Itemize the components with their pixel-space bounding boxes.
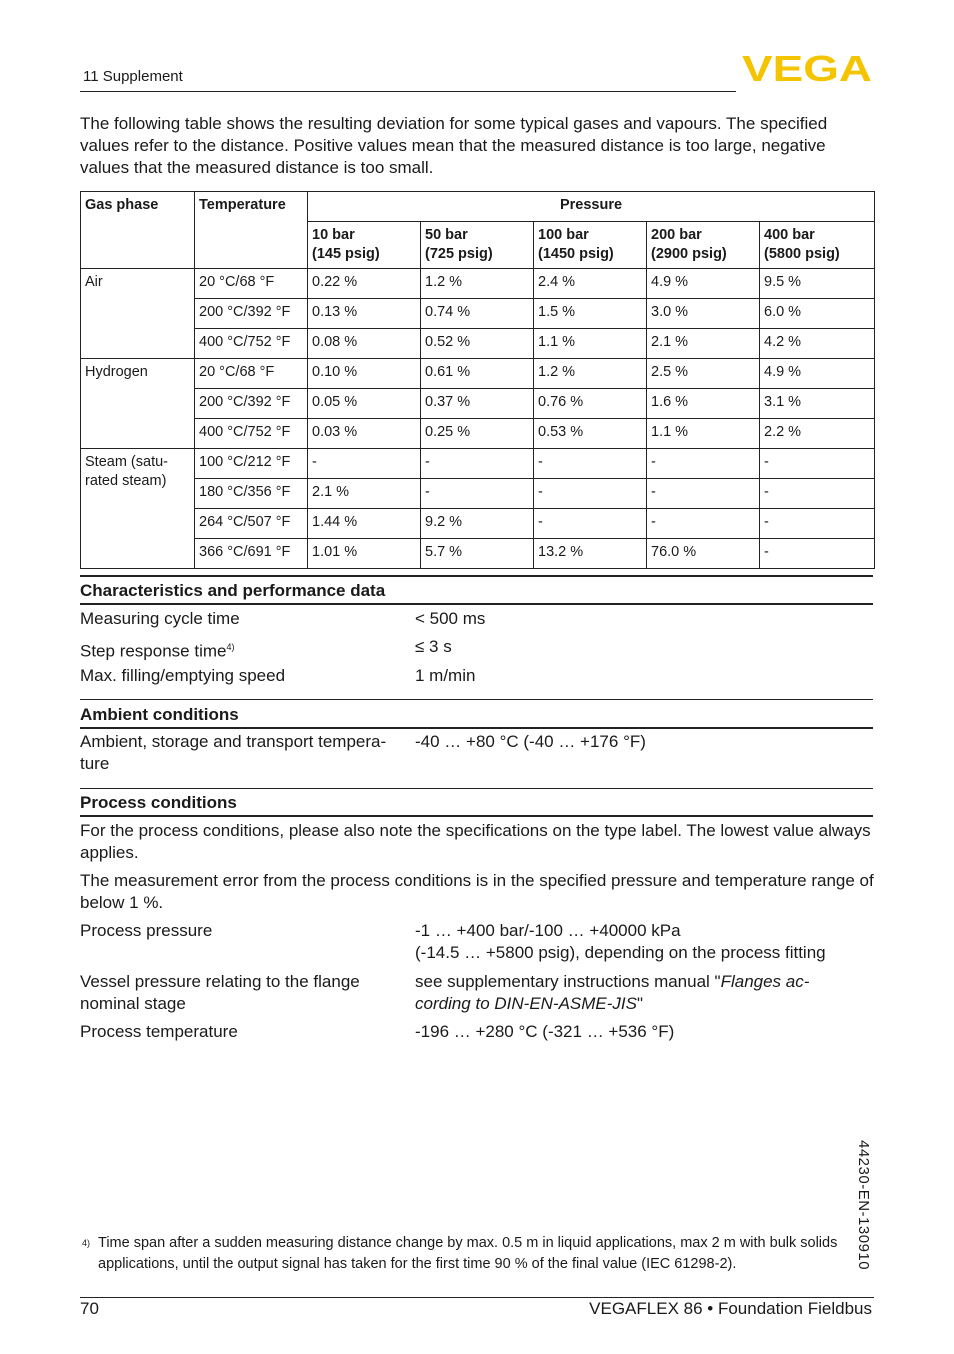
process-heading: Process conditions — [80, 793, 873, 817]
pressure-line: (1450 psig) — [538, 246, 614, 262]
pressure-line: 400 bar — [764, 227, 815, 243]
pressure-line: 200 bar — [651, 227, 702, 243]
pressure-line: (145 psig) — [312, 246, 380, 262]
deviation-cell: 1.44 % — [308, 509, 421, 539]
pressure-line: 50 bar — [425, 227, 468, 243]
deviation-cell: 0.74 % — [421, 299, 534, 329]
table-row — [81, 329, 875, 359]
vessel-suffix: " — [637, 994, 644, 1013]
deviation-cell: - — [647, 449, 760, 479]
deviation-cell: - — [534, 479, 647, 509]
deviation-cell: 0.37 % — [421, 389, 534, 419]
deviation-cell: 2.1 % — [308, 479, 421, 509]
section-top-rule — [80, 788, 873, 789]
temperature-cell: 20 °C/68 °F — [195, 269, 308, 299]
deviation-cell: 2.2 % — [760, 419, 875, 449]
deviation-cell: - — [421, 449, 534, 479]
deviation-cell: 1.01 % — [308, 539, 421, 569]
deviation-cell: 4.9 % — [760, 359, 875, 389]
document-code: 44230-EN-130910 — [855, 1140, 872, 1271]
deviation-cell: - — [760, 449, 875, 479]
vega-logo — [742, 53, 872, 83]
header-pressure-3 — [647, 222, 760, 269]
deviation-cell: 0.25 % — [421, 419, 534, 449]
temperature-cell: 400 °C/752 °F — [195, 329, 308, 359]
table-row — [81, 419, 875, 449]
footnote-ref: 4) — [226, 642, 235, 652]
deviation-cell: - — [534, 449, 647, 479]
deviation-cell: - — [647, 509, 760, 539]
pressure-line: (5800 psig) — [764, 246, 840, 262]
header-pressure-1 — [421, 222, 534, 269]
temperature-cell: 366 °C/691 °F — [195, 539, 308, 569]
intro-paragraph: The following table shows the resulting deviation for some typical gases and vapours. The specified values refer to the distance. Positive values mean that the measured distance is too large, negative values that the measured distance is too small. — [80, 114, 828, 177]
deviation-cell: 2.4 % — [534, 269, 647, 299]
deviation-cell: 3.1 % — [760, 389, 875, 419]
table-row — [81, 299, 875, 329]
deviation-cell: 4.2 % — [760, 329, 875, 359]
header-divider — [80, 91, 736, 92]
vessel-manual-title: Flanges ac- cording to DIN-EN-ASME-JIS — [415, 972, 810, 1013]
process-temp-label: Process temperature — [80, 1022, 238, 1041]
deviation-cell: 0.10 % — [308, 359, 421, 389]
ambient-temp-value: -40 … +80 °C (-40 … +176 °F) — [415, 732, 646, 751]
temperature-cell: 200 °C/392 °F — [195, 389, 308, 419]
deviation-cell: 1.2 % — [421, 269, 534, 299]
header-pressure-0 — [308, 222, 421, 269]
deviation-cell: 2.5 % — [647, 359, 760, 389]
header-pressure: Pressure — [308, 192, 875, 222]
deviation-cell: 9.5 % — [760, 269, 875, 299]
deviation-table — [80, 191, 875, 569]
deviation-cell: 1.2 % — [534, 359, 647, 389]
deviation-cell: 1.5 % — [534, 299, 647, 329]
section-label: 11 Supplement — [83, 68, 183, 85]
deviation-cell: 76.0 % — [647, 539, 760, 569]
table-row — [81, 449, 875, 479]
footer-title: VEGAFLEX 86 • Foundation Fieldbus — [589, 1299, 872, 1318]
deviation-cell: - — [534, 509, 647, 539]
ambient-temp-label: Ambient, storage and transport tempera- ture — [80, 732, 387, 773]
deviation-cell: 0.13 % — [308, 299, 421, 329]
deviation-cell: 13.2 % — [534, 539, 647, 569]
deviation-cell: - — [760, 539, 875, 569]
process-pressure-value-1: -1 … +400 bar/-100 … +40000 kPa — [415, 921, 681, 940]
pressure-line: (725 psig) — [425, 246, 493, 262]
table-row — [81, 539, 875, 569]
deviation-cell: 2.1 % — [647, 329, 760, 359]
table-row — [81, 359, 875, 389]
footer-divider — [80, 1297, 874, 1298]
step-response-text: Step response time — [80, 641, 227, 661]
header-pressure-4 — [760, 222, 875, 269]
section-top-rule — [80, 699, 873, 700]
deviation-cell: 1.1 % — [534, 329, 647, 359]
filling-speed-value: 1 m/min — [415, 666, 476, 685]
temperature-cell: 264 °C/507 °F — [195, 509, 308, 539]
process-pressure-label: Process pressure — [80, 921, 213, 940]
table-row — [81, 509, 875, 539]
footnote-text: Time span after a sudden measuring distance change by max. 0.5 m in liquid applications, max 2 m with bulk solids applications, until the output signal has taken for the first time 90 % of the final value (IEC 61298-2). — [98, 1235, 838, 1272]
deviation-cell: 3.0 % — [647, 299, 760, 329]
header-temperature: Temperature — [195, 192, 308, 269]
temperature-cell: 100 °C/212 °F — [195, 449, 308, 479]
deviation-cell: - — [308, 449, 421, 479]
gas-phase-cell: Hydrogen — [81, 359, 195, 449]
cycle-time-label: Measuring cycle time — [80, 609, 240, 628]
table-row — [81, 389, 875, 419]
header-gas-phase: Gas phase — [81, 192, 195, 269]
deviation-cell: - — [760, 479, 875, 509]
logo-text: VEGA — [742, 53, 872, 83]
deviation-cell: 1.6 % — [647, 389, 760, 419]
deviation-cell: - — [647, 479, 760, 509]
temperature-cell: 20 °C/68 °F — [195, 359, 308, 389]
filling-speed-label: Max. filling/emptying speed — [80, 666, 286, 685]
deviation-cell: 5.7 % — [421, 539, 534, 569]
table-row — [81, 479, 875, 509]
characteristics-heading: Characteristics and performance data — [80, 581, 873, 605]
temperature-cell: 180 °C/356 °F — [195, 479, 308, 509]
deviation-cell: 9.2 % — [421, 509, 534, 539]
header-pressure-2 — [534, 222, 647, 269]
vessel-prefix: see supplementary instructions manual " — [415, 972, 721, 991]
process-para-2: The measurement error from the process conditions is in the specified pressure and temperature range of below 1 %. — [80, 871, 874, 912]
vessel-pressure-value — [415, 971, 875, 1015]
page-number: 70 — [80, 1299, 99, 1318]
pressure-line: 10 bar — [312, 227, 355, 243]
deviation-cell: - — [760, 509, 875, 539]
deviation-cell: 1.1 % — [647, 419, 760, 449]
deviation-cell: - — [421, 479, 534, 509]
process-para-1: For the process conditions, please also note the specifications on the type label. The lowest value always applies. — [80, 821, 871, 862]
gas-phase-cell: Steam (satu- rated steam) — [81, 449, 195, 569]
deviation-cell: 0.52 % — [421, 329, 534, 359]
pressure-line: 100 bar — [538, 227, 589, 243]
deviation-cell: 0.08 % — [308, 329, 421, 359]
process-temp-value: -196 … +280 °C (-321 … +536 °F) — [415, 1022, 675, 1041]
gas-phase-cell: Air — [81, 269, 195, 359]
step-response-label — [80, 636, 410, 663]
deviation-cell: 0.76 % — [534, 389, 647, 419]
deviation-cell: 4.9 % — [647, 269, 760, 299]
cycle-time-value: < 500 ms — [415, 609, 486, 628]
section-top-rule — [80, 575, 873, 577]
temperature-cell: 200 °C/392 °F — [195, 299, 308, 329]
deviation-cell: 0.53 % — [534, 419, 647, 449]
pressure-line: (2900 psig) — [651, 246, 727, 262]
step-response-value: ≤ 3 s — [415, 637, 452, 656]
deviation-cell: 0.05 % — [308, 389, 421, 419]
ambient-heading: Ambient conditions — [80, 705, 873, 729]
process-pressure-value-2: (-14.5 … +5800 psig), depending on the process fitting — [415, 943, 826, 962]
deviation-cell: 0.61 % — [421, 359, 534, 389]
deviation-cell: 6.0 % — [760, 299, 875, 329]
deviation-cell: 0.03 % — [308, 419, 421, 449]
temperature-cell: 400 °C/752 °F — [195, 419, 308, 449]
vessel-pressure-label: Vessel pressure relating to the flange nominal stage — [80, 972, 360, 1013]
footnote-number: 4) — [82, 1238, 91, 1248]
table-row — [81, 269, 875, 299]
deviation-cell: 0.22 % — [308, 269, 421, 299]
